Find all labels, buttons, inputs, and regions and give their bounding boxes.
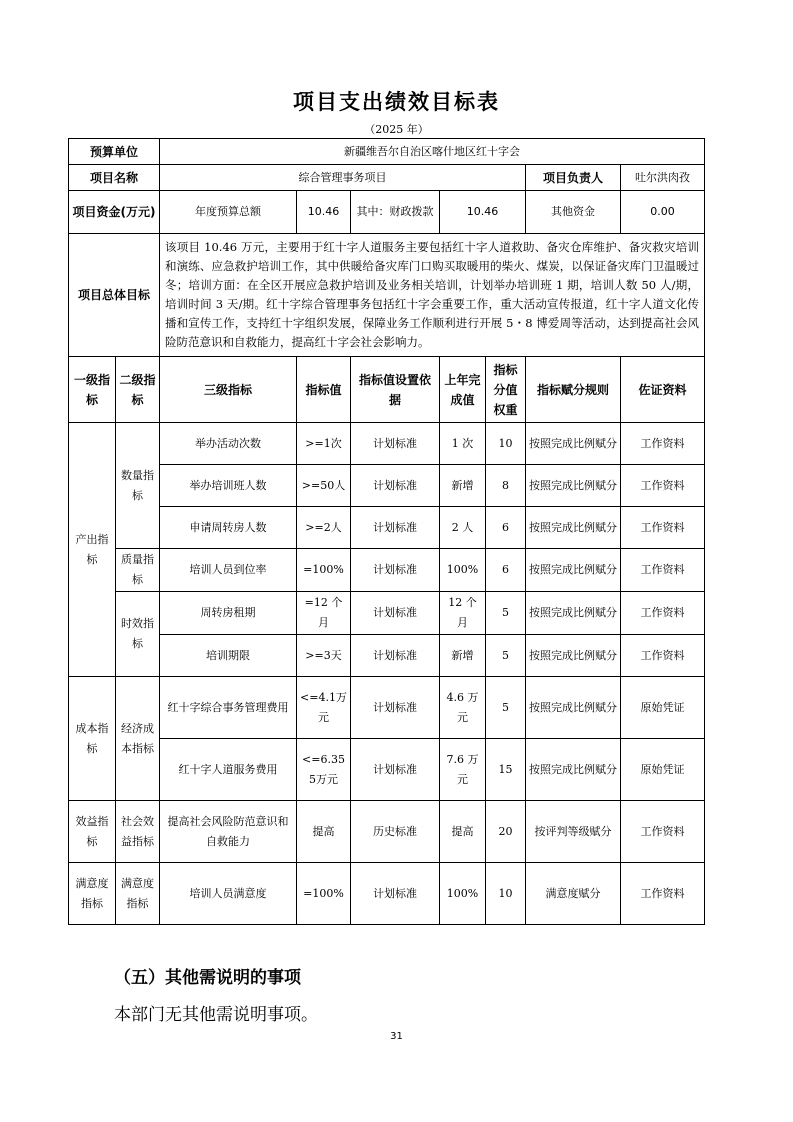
project-leader-label: 项目负责人 xyxy=(526,165,621,191)
indicator-prev: 100% xyxy=(440,549,486,592)
indicator-rule: 按照完成比例赋分 xyxy=(526,423,621,465)
indicator-basis: 计划标准 xyxy=(351,677,440,739)
section-text: 本部门无其他需说明事项。 xyxy=(114,1005,318,1025)
indicator-name: 红十字综合事务管理费用 xyxy=(160,677,297,739)
group-output: 产出指标 xyxy=(69,423,116,677)
table-row xyxy=(69,739,705,801)
group-quality: 质量指标 xyxy=(116,549,160,592)
table-row xyxy=(69,677,705,739)
table-row xyxy=(69,465,705,507)
performance-table xyxy=(68,138,705,925)
goal-label: 项目总体目标 xyxy=(69,234,160,357)
project-leader-value: 吐尔洪肉孜 xyxy=(621,165,705,191)
indicator-evidence: 工作资料 xyxy=(621,863,705,925)
indicator-name: 提高社会风险防范意识和自救能力 xyxy=(160,801,297,863)
indicator-rule: 按照完成比例赋分 xyxy=(526,677,621,739)
fiscal-value: 10.46 xyxy=(440,191,526,234)
table-row xyxy=(69,507,705,549)
indicator-evidence: 工作资料 xyxy=(621,423,705,465)
indicator-basis: 计划标准 xyxy=(351,863,440,925)
group-social-benefit: 社会效益指标 xyxy=(116,801,160,863)
indicator-value: <=6.355万元 xyxy=(297,739,351,801)
indicator-prev: 1 次 xyxy=(440,423,486,465)
indicator-evidence: 工作资料 xyxy=(621,801,705,863)
indicator-basis: 计划标准 xyxy=(351,592,440,635)
budget-unit-row xyxy=(69,139,705,165)
indicator-weight: 8 xyxy=(486,465,526,507)
year-label: （2025 年） xyxy=(364,123,429,136)
indicator-prev: 新增 xyxy=(440,635,486,677)
group-benefit: 效益指标 xyxy=(69,801,116,863)
indicator-weight: 20 xyxy=(486,801,526,863)
header-value: 指标值 xyxy=(297,357,351,423)
indicator-name: 举办培训班人数 xyxy=(160,465,297,507)
header-rule: 指标赋分规则 xyxy=(526,357,621,423)
indicator-basis: 计划标准 xyxy=(351,507,440,549)
indicator-value: =100% xyxy=(297,863,351,925)
indicator-evidence: 工作资料 xyxy=(621,592,705,635)
header-weight: 指标分值权重 xyxy=(486,357,526,423)
indicator-prev: 4.6 万元 xyxy=(440,677,486,739)
indicator-evidence: 原始凭证 xyxy=(621,677,705,739)
page-number: 31 xyxy=(390,1031,403,1042)
indicator-prev: 12 个月 xyxy=(440,592,486,635)
indicator-value: >=3天 xyxy=(297,635,351,677)
budget-unit-value: 新疆维吾尔自治区喀什地区红十字会 xyxy=(160,139,705,165)
goal-text: 该项目 10.46 万元，主要用于红十字人道服务主要包括红十字人道救助、备灾仓库维护、备灾救灾培训和演练、应急救护培训工作，其中供暖给备灾库门口购买取暖用的柴火、煤炭，以保证备灾库门卫温暖过冬；培训方面：在全区开展应急救护培训及业务相关培训，计划举办培训班 1 期，培训人数 50 人/期，培训时间 3 天/期。红十字综合管理事务包括红十字会重要工作，重大活动宣传报道，红十字人道文化传播和宣传工作，支持红十字组织发展，保障业务工作顺利进行开展 5・8 博爱周等活动，达到提高社会风险防范意识和自救能力，提高红十字会社会影响力。 xyxy=(160,234,705,357)
indicator-rule: 按照完成比例赋分 xyxy=(526,635,621,677)
header-basis: 指标值设置依据 xyxy=(351,357,440,423)
project-name-value: 综合管理事务项目 xyxy=(160,165,526,191)
indicator-basis: 历史标准 xyxy=(351,801,440,863)
annual-budget-value: 10.46 xyxy=(297,191,351,234)
indicator-rule: 按照完成比例赋分 xyxy=(526,465,621,507)
indicator-value: 提高 xyxy=(297,801,351,863)
indicator-name: 举办活动次数 xyxy=(160,423,297,465)
indicator-weight: 5 xyxy=(486,677,526,739)
funds-label: 项目资金(万元) xyxy=(69,191,160,234)
table-row xyxy=(69,592,705,635)
indicator-name: 培训人员满意度 xyxy=(160,863,297,925)
page-title: 项目支出绩效目标表 xyxy=(293,90,500,114)
indicator-basis: 计划标准 xyxy=(351,739,440,801)
indicator-evidence: 工作资料 xyxy=(621,635,705,677)
table-row xyxy=(69,423,705,465)
header-level2: 二级指标 xyxy=(116,357,160,423)
table-row xyxy=(69,635,705,677)
goal-row xyxy=(69,234,705,357)
budget-unit-label: 预算单位 xyxy=(69,139,160,165)
indicator-weight: 6 xyxy=(486,507,526,549)
indicator-rule: 按照完成比例赋分 xyxy=(526,739,621,801)
indicator-evidence: 原始凭证 xyxy=(621,739,705,801)
header-level1: 一级指标 xyxy=(69,357,116,423)
other-funds-label: 其他资金 xyxy=(526,191,621,234)
project-name-label: 项目名称 xyxy=(69,165,160,191)
indicator-name: 培训人员到位率 xyxy=(160,549,297,592)
group-quantity: 数量指标 xyxy=(116,423,160,549)
annual-budget-label: 年度预算总额 xyxy=(160,191,297,234)
header-evidence: 佐证资料 xyxy=(621,357,705,423)
group-satisfaction: 满意度指标 xyxy=(69,863,116,925)
indicator-basis: 计划标准 xyxy=(351,465,440,507)
indicator-rule: 按评判等级赋分 xyxy=(526,801,621,863)
section-heading: （五）其他需说明的事项 xyxy=(114,968,301,988)
header-prev: 上年完成值 xyxy=(440,357,486,423)
indicator-value: >=50人 xyxy=(297,465,351,507)
table-row xyxy=(69,863,705,925)
indicator-value: =12 个月 xyxy=(297,592,351,635)
indicator-name: 红十字人道服务费用 xyxy=(160,739,297,801)
group-cost: 成本指标 xyxy=(69,677,116,801)
indicator-weight: 5 xyxy=(486,635,526,677)
indicator-basis: 计划标准 xyxy=(351,549,440,592)
indicator-prev: 新增 xyxy=(440,465,486,507)
indicator-name: 申请周转房人数 xyxy=(160,507,297,549)
indicator-weight: 10 xyxy=(486,423,526,465)
indicator-rule: 按照完成比例赋分 xyxy=(526,549,621,592)
group-economic-cost: 经济成本指标 xyxy=(116,677,160,801)
header-row xyxy=(69,357,705,423)
table-row xyxy=(69,801,705,863)
indicator-value: >=1次 xyxy=(297,423,351,465)
indicator-prev: 提高 xyxy=(440,801,486,863)
indicator-evidence: 工作资料 xyxy=(621,507,705,549)
group-timeliness: 时效指标 xyxy=(116,592,160,677)
header-level3: 三级指标 xyxy=(160,357,297,423)
fiscal-label: 其中：财政拨款 xyxy=(351,191,440,234)
indicator-prev: 100% xyxy=(440,863,486,925)
indicator-prev: 2 人 xyxy=(440,507,486,549)
indicator-evidence: 工作资料 xyxy=(621,549,705,592)
indicator-name: 周转房租期 xyxy=(160,592,297,635)
indicator-rule: 满意度赋分 xyxy=(526,863,621,925)
indicator-value: >=2人 xyxy=(297,507,351,549)
indicator-basis: 计划标准 xyxy=(351,635,440,677)
indicator-evidence: 工作资料 xyxy=(621,465,705,507)
indicator-weight: 6 xyxy=(486,549,526,592)
indicator-weight: 15 xyxy=(486,739,526,801)
project-name-row xyxy=(69,165,705,191)
group-satisfaction-sub: 满意度指标 xyxy=(116,863,160,925)
indicator-weight: 5 xyxy=(486,592,526,635)
indicator-prev: 7.6 万元 xyxy=(440,739,486,801)
indicator-rule: 按照完成比例赋分 xyxy=(526,592,621,635)
table-row xyxy=(69,549,705,592)
funds-row xyxy=(69,191,705,234)
indicator-basis: 计划标准 xyxy=(351,423,440,465)
indicator-rule: 按照完成比例赋分 xyxy=(526,507,621,549)
other-funds-value: 0.00 xyxy=(621,191,705,234)
indicator-name: 培训期限 xyxy=(160,635,297,677)
indicator-weight: 10 xyxy=(486,863,526,925)
indicator-value: =100% xyxy=(297,549,351,592)
indicator-value: <=4.1万元 xyxy=(297,677,351,739)
